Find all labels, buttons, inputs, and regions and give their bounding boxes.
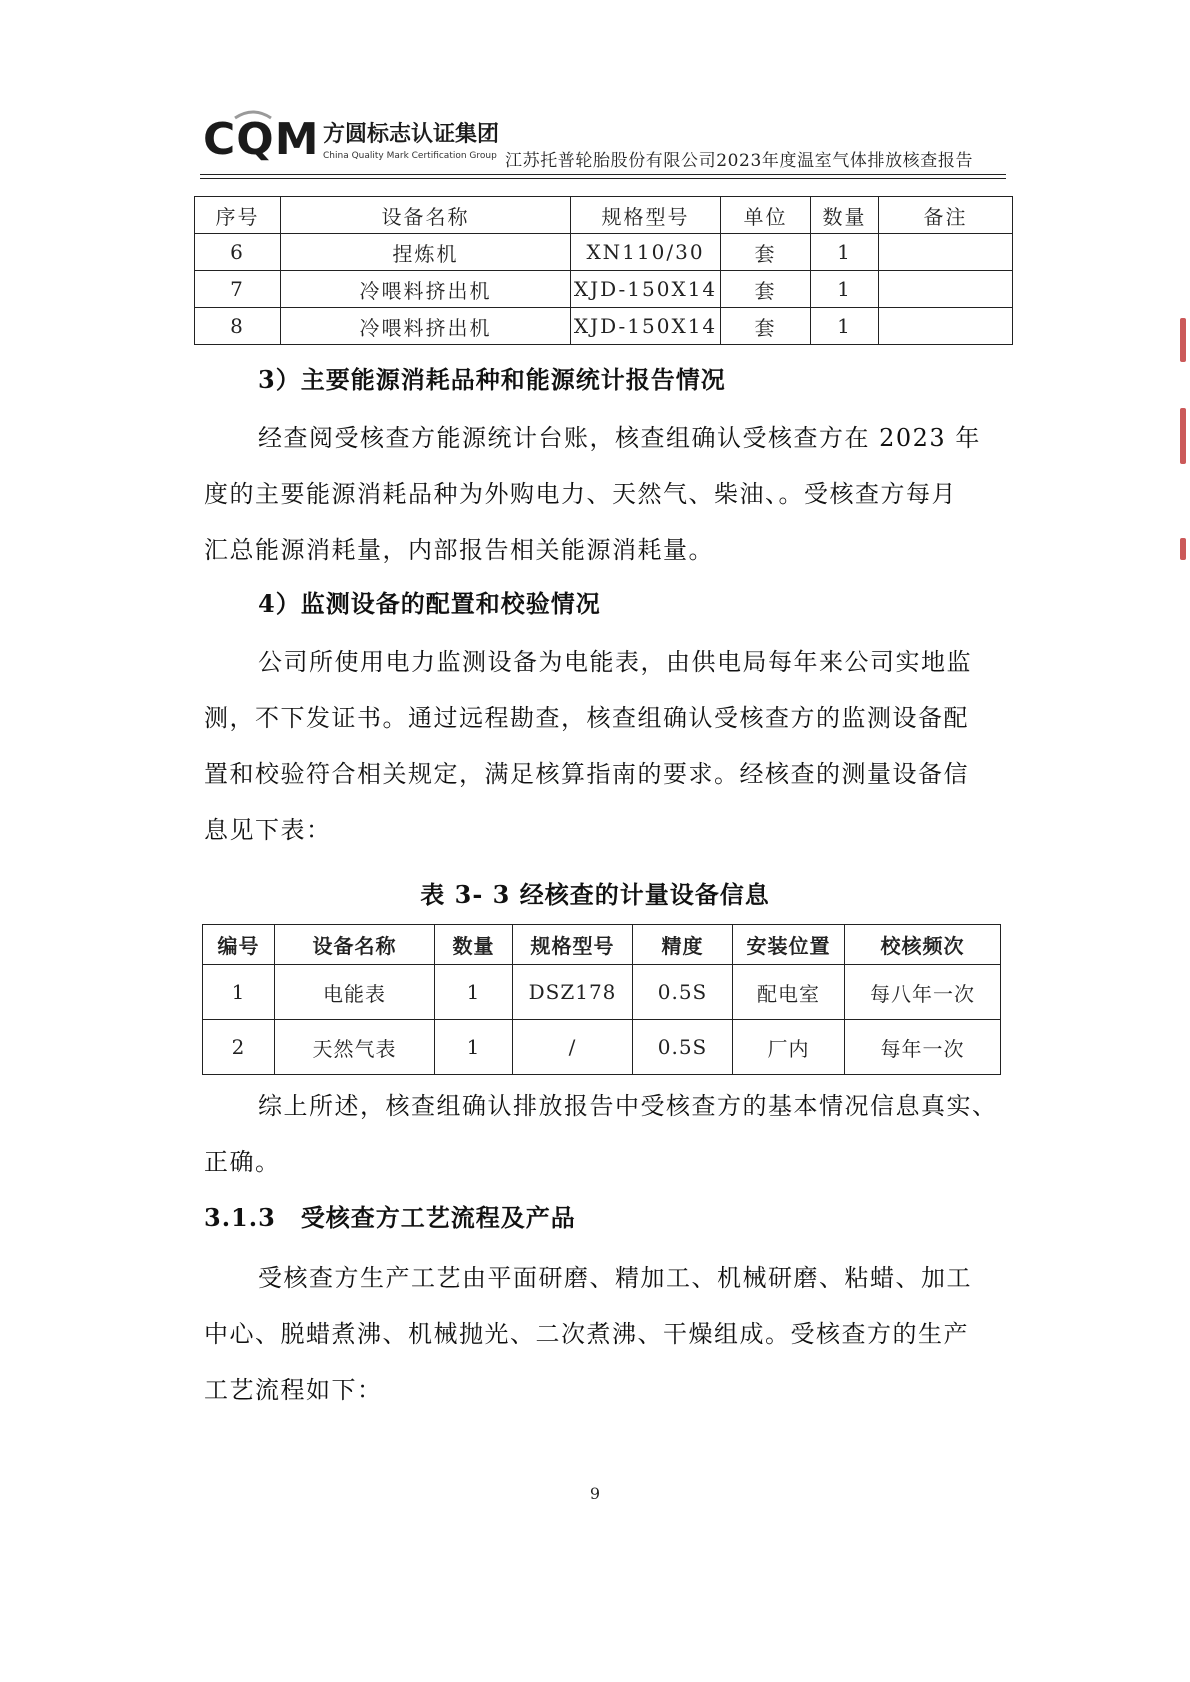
paragraph-line: 工艺流程如下： — [204, 1376, 383, 1404]
column-header: 备注 — [879, 197, 1013, 234]
column-header: 设备名称 — [275, 925, 435, 965]
column-header: 校核频次 — [845, 925, 1001, 965]
page-number: 9 — [589, 1484, 601, 1503]
table-cell: 每年一次 — [845, 1020, 1001, 1075]
table-cell: 配电室 — [733, 965, 845, 1020]
table-cell: 0.5S — [633, 965, 733, 1020]
table-cell: 每八年一次 — [845, 965, 1001, 1020]
paragraph-line: 息见下表： — [204, 816, 332, 844]
table-cell: XJD-150X14 — [571, 271, 721, 308]
column-header: 规格型号 — [571, 197, 721, 234]
table-cell: 1 — [435, 1020, 513, 1075]
table-cell: 0.5S — [633, 1020, 733, 1075]
column-header: 安装位置 — [733, 925, 845, 965]
table-header-row — [203, 925, 1001, 965]
table-cell: 天然气表 — [275, 1020, 435, 1075]
table-row — [195, 234, 1013, 271]
column-header: 单位 — [721, 197, 811, 234]
table-cell: 1 — [811, 234, 879, 271]
logo-company-name-en: China Quality Mark Certification Group — [323, 151, 497, 161]
table-cell: 套 — [721, 271, 811, 308]
paragraph-line: 综上所述，核查组确认排放报告中受核查方的基本情况信息真实、 — [258, 1092, 998, 1120]
table-cell: 套 — [721, 308, 811, 345]
table-cell: 1 — [203, 965, 275, 1020]
table-cell: 6 — [195, 234, 281, 271]
seal-stamp-edge — [1180, 538, 1186, 560]
table-cell — [879, 234, 1013, 271]
column-header: 设备名称 — [281, 197, 571, 234]
report-title: 江苏托普轮胎股份有限公司2023年度温室气体排放核查报告 — [505, 151, 974, 171]
paragraph-line: 受核查方生产工艺由平面研磨、精加工、机械研磨、粘蜡、加工 — [258, 1264, 972, 1292]
table-cell: 捏炼机 — [281, 234, 571, 271]
column-header: 编号 — [203, 925, 275, 965]
section-heading: 4）监测设备的配置和校验情况 — [258, 589, 601, 618]
column-header: 精度 — [633, 925, 733, 965]
paragraph-line: 测，不下发证书。通过远程勘查，核查组确认受核查方的监测设备配 — [204, 704, 969, 732]
table-cell: 冷喂料挤出机 — [281, 271, 571, 308]
table-cell: 1 — [811, 271, 879, 308]
table-row — [195, 308, 1013, 345]
table-cell: 7 — [195, 271, 281, 308]
seal-stamp-edge — [1180, 318, 1186, 362]
table-cell: 2 — [203, 1020, 275, 1075]
paragraph-line: 正确。 — [204, 1148, 281, 1176]
section-heading: 3）主要能源消耗品种和能源统计报告情况 — [258, 365, 726, 394]
table-cell: 1 — [435, 965, 513, 1020]
table-header-row — [195, 197, 1013, 234]
table-cell — [879, 308, 1013, 345]
table-cell: 厂内 — [733, 1020, 845, 1075]
column-header: 数量 — [435, 925, 513, 965]
paragraph-line: 公司所使用电力监测设备为电能表，由供电局每年来公司实地监 — [258, 648, 972, 676]
table-row — [203, 965, 1001, 1020]
paragraph-line: 度的主要能源消耗品种为外购电力、天然气、柴油、。受核查方每月 — [204, 480, 957, 508]
table-cell: 冷喂料挤出机 — [281, 308, 571, 345]
table-cell: 套 — [721, 234, 811, 271]
table-cell: XN110/30 — [571, 234, 721, 271]
table-row — [195, 271, 1013, 308]
table-cell: / — [513, 1020, 633, 1075]
table-cell: XJD-150X14 — [571, 308, 721, 345]
column-header: 规格型号 — [513, 925, 633, 965]
logo-company-name: 方圆标志认证集团 — [323, 122, 500, 147]
column-header: 序号 — [195, 197, 281, 234]
paragraph-line: 经查阅受核查方能源统计台账，核查组确认受核查方在 2023 年 — [258, 424, 981, 452]
equipment-table — [194, 196, 1013, 345]
table-caption: 表 3- 3 经核查的计量设备信息 — [420, 880, 770, 909]
section-heading: 3.1.3 受核查方工艺流程及产品 — [204, 1203, 576, 1232]
table-cell — [879, 271, 1013, 308]
seal-stamp-edge — [1180, 408, 1186, 464]
header-divider — [200, 174, 1006, 175]
paragraph-line: 中心、脱蜡煮沸、机械抛光、二次煮沸、干燥组成。受核查方的生产 — [204, 1320, 969, 1348]
table-row — [203, 1020, 1001, 1075]
table-cell: 8 — [195, 308, 281, 345]
paragraph-line: 汇总能源消耗量，内部报告相关能源消耗量。 — [204, 536, 714, 564]
table-cell: 电能表 — [275, 965, 435, 1020]
metering-equipment-table — [202, 924, 1001, 1075]
table-cell: DSZ178 — [513, 965, 633, 1020]
table-cell: 1 — [811, 308, 879, 345]
logo-mark: CQM — [203, 114, 320, 165]
paragraph-line: 置和校验符合相关规定，满足核算指南的要求。经核查的测量设备信 — [204, 760, 969, 788]
header-divider-secondary — [200, 178, 1006, 179]
column-header: 数量 — [811, 197, 879, 234]
